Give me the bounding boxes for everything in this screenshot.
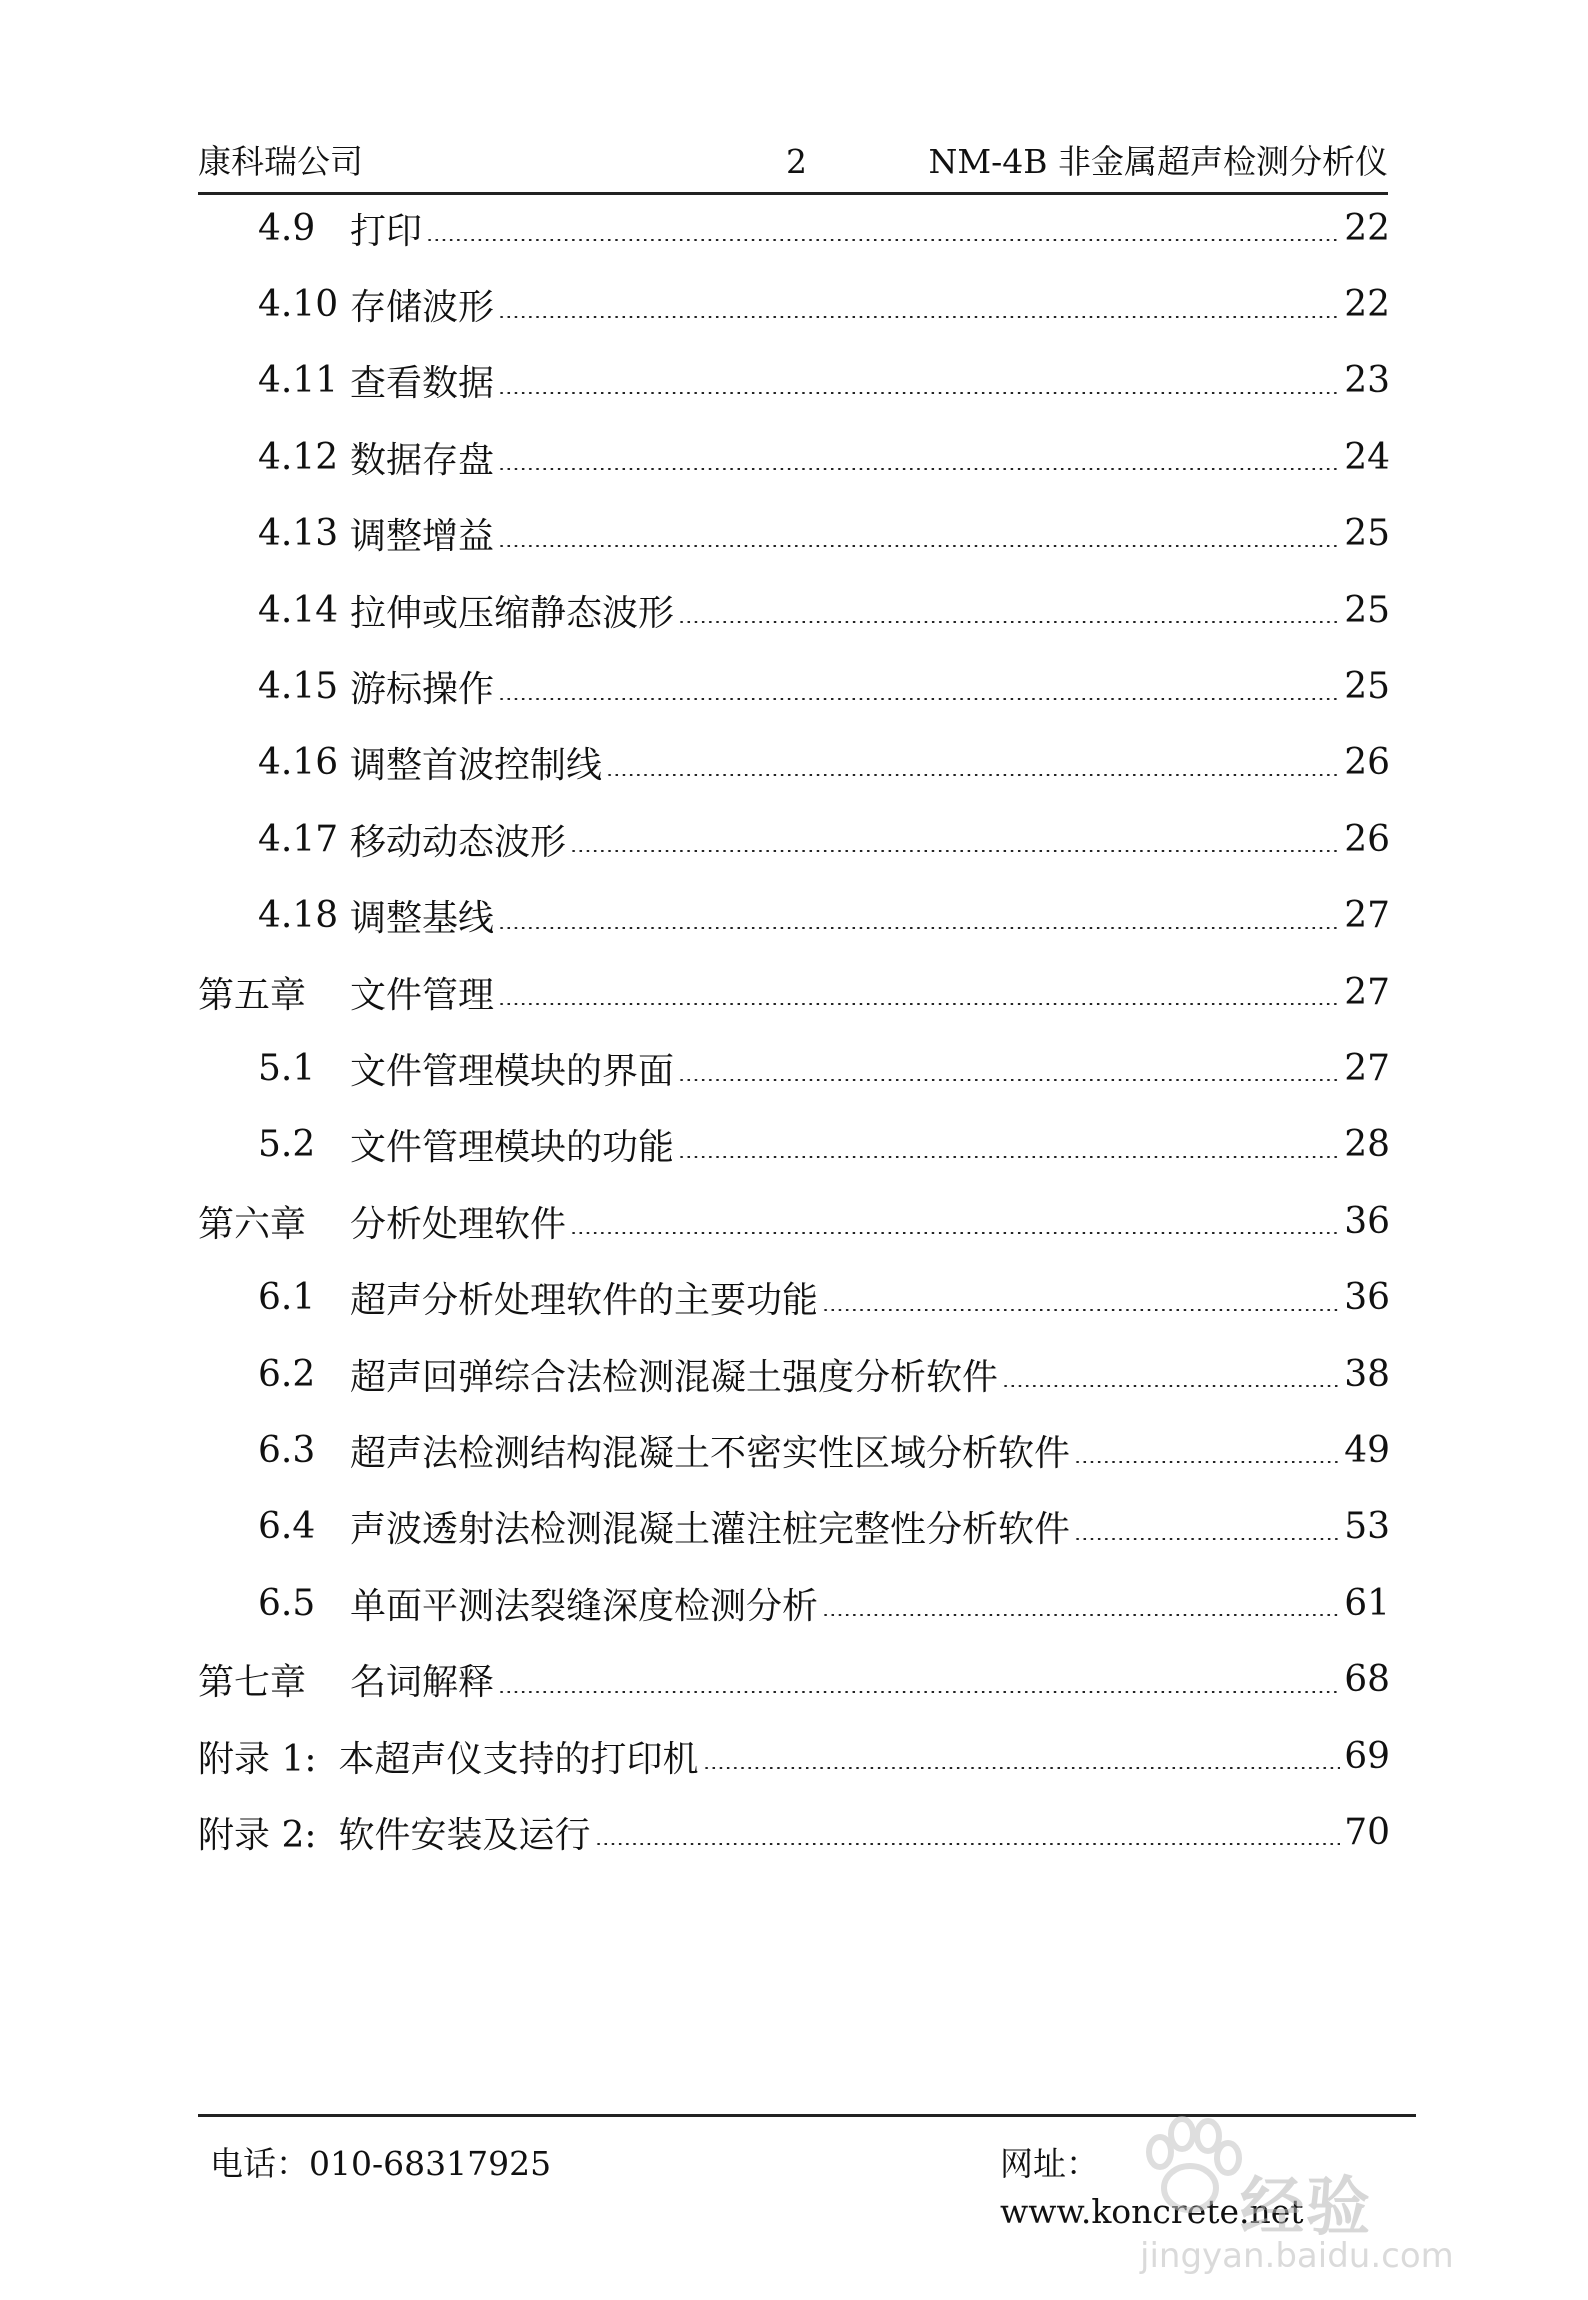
- toc-entry-page: 69: [1344, 1735, 1390, 1777]
- toc-entry-title: 超声回弹综合法检测混凝土强度分析软件: [350, 1356, 999, 1398]
- toc-dot-leader: [606, 774, 1340, 776]
- toc-dot-leader: [498, 545, 1340, 547]
- toc-entry-number: 第五章: [198, 974, 307, 1016]
- toc-entry-title: 文件管理: [350, 974, 495, 1016]
- toc-entry-page: 36: [1344, 1277, 1390, 1319]
- toc-entry: [198, 1565, 1390, 1641]
- toc-entry-number: 4.16: [258, 742, 339, 784]
- toc-entry-title: 软件安装及运行: [338, 1814, 591, 1856]
- toc-entry-page: 70: [1344, 1811, 1390, 1853]
- toc-entry-page: 26: [1344, 818, 1390, 860]
- toc-entry-number: 6.2: [258, 1353, 316, 1395]
- toc-entry-title: 调整增益: [350, 516, 495, 558]
- toc-entry-title: 文件管理模块的功能: [350, 1127, 675, 1169]
- toc-entry-number: 4.11: [258, 360, 339, 402]
- toc-entry-title: 拉伸或压缩静态波形: [350, 592, 675, 634]
- toc-entry-title: 存储波形: [350, 287, 495, 329]
- toc-dot-leader: [1002, 1385, 1340, 1387]
- toc-entry-page: 27: [1344, 1047, 1390, 1089]
- toc-entry: [198, 725, 1390, 801]
- toc-entry: [198, 1489, 1390, 1565]
- toc-entry: [198, 1412, 1390, 1488]
- toc-entry-number: 4.15: [258, 666, 339, 708]
- toc-entry-page: 36: [1344, 1200, 1390, 1242]
- toc-entry-page: 25: [1344, 513, 1390, 555]
- toc-entry: [198, 1259, 1390, 1335]
- toc-entry-title: 超声法检测结构混凝土不密实性区域分析软件: [350, 1432, 1071, 1474]
- toc-entry-number: 4.17: [258, 818, 339, 860]
- toc-entry-title: 单面平测法裂缝深度检测分析: [350, 1585, 819, 1627]
- toc-entry-page: 38: [1344, 1353, 1390, 1395]
- toc-entry-number: 4.13: [258, 513, 339, 555]
- toc-entry-number: 第六章: [198, 1203, 307, 1245]
- toc-entry-title: 数据存盘: [350, 439, 495, 481]
- table-of-contents: [198, 190, 1390, 1871]
- toc-dot-leader: [678, 1079, 1340, 1081]
- toc-entry-number: 4.12: [258, 436, 339, 478]
- toc-entry: [198, 419, 1390, 495]
- paw-logo-icon: [1130, 2108, 1250, 2228]
- toc-entry: [198, 190, 1390, 266]
- toc-entry: [198, 648, 1390, 724]
- toc-entry-title: 移动动态波形: [350, 821, 567, 863]
- header-product: NM-4B 非金属超声检测分析仪: [928, 142, 1388, 181]
- toc-entry-page: 25: [1344, 666, 1390, 708]
- page-header: [198, 138, 1388, 186]
- toc-entry-page: 24: [1344, 436, 1390, 478]
- toc-entry-number: 4.9: [258, 207, 316, 249]
- toc-entry-number: 附录 2:: [198, 1814, 317, 1856]
- toc-entry-title: 声波透射法检测混凝土灌注桩完整性分析软件: [350, 1509, 1071, 1551]
- watermark: [1080, 2108, 1480, 2288]
- toc-dot-leader: [498, 468, 1340, 470]
- toc-dot-leader: [498, 1003, 1340, 1005]
- toc-entry: [198, 496, 1390, 572]
- toc-entry: [198, 1183, 1390, 1259]
- toc-dot-leader: [822, 1614, 1340, 1616]
- toc-entry: [198, 954, 1390, 1030]
- toc-dot-leader: [498, 927, 1340, 929]
- toc-entry: [198, 1030, 1390, 1106]
- toc-entry: [198, 1641, 1390, 1717]
- toc-entry-page: 23: [1344, 360, 1390, 402]
- toc-entry-page: 53: [1344, 1506, 1390, 1548]
- toc-entry: [198, 1336, 1390, 1412]
- footer-phone: 电话：010-68317925: [210, 2144, 552, 2183]
- toc-entry-number: 6.5: [258, 1582, 316, 1624]
- toc-entry-page: 25: [1344, 589, 1390, 631]
- toc-entry-number: 5.2: [258, 1124, 316, 1166]
- toc-dot-leader: [498, 698, 1340, 700]
- toc-dot-leader: [678, 1156, 1340, 1158]
- footer-website: 网址：www.koncrete.net: [1000, 2144, 1304, 2231]
- toc-dot-leader: [570, 850, 1340, 852]
- toc-entry-title: 查看数据: [350, 363, 495, 405]
- header-page-number: 2: [786, 142, 807, 181]
- toc-entry-number: 4.10: [258, 284, 339, 326]
- toc-dot-leader: [595, 1843, 1341, 1845]
- toc-entry-number: 6.1: [258, 1277, 316, 1319]
- toc-entry: [198, 1718, 1390, 1794]
- toc-entry-page: 27: [1344, 971, 1390, 1013]
- toc-dot-leader: [1074, 1538, 1340, 1540]
- toc-entry-page: 61: [1344, 1582, 1390, 1624]
- toc-dot-leader: [678, 621, 1340, 623]
- toc-entry-page: 22: [1344, 284, 1390, 326]
- toc-entry-title: 调整基线: [350, 898, 495, 940]
- toc-entry-page: 49: [1344, 1429, 1390, 1471]
- toc-entry-number: 4.14: [258, 589, 339, 631]
- toc-entry-number: 附录 1:: [198, 1738, 317, 1780]
- watermark-url: jingyan.baidu.com: [1140, 2236, 1454, 2276]
- toc-entry: [198, 801, 1390, 877]
- toc-entry-page: 68: [1344, 1659, 1390, 1701]
- toc-entry: [198, 266, 1390, 342]
- toc-entry-number: 6.3: [258, 1429, 316, 1471]
- toc-dot-leader: [1074, 1461, 1340, 1463]
- toc-dot-leader: [570, 1232, 1340, 1234]
- toc-entry-title: 名词解释: [350, 1662, 495, 1704]
- toc-entry: [198, 1107, 1390, 1183]
- toc-entry-title: 分析处理软件: [350, 1203, 567, 1245]
- toc-entry: [198, 1794, 1390, 1870]
- toc-entry: [198, 572, 1390, 648]
- toc-entry-page: 26: [1344, 742, 1390, 784]
- toc-entry-title: 文件管理模块的界面: [350, 1050, 675, 1092]
- toc-dot-leader: [703, 1767, 1341, 1769]
- toc-entry: [198, 343, 1390, 419]
- toc-entry: [198, 878, 1390, 954]
- toc-entry-title: 本超声仪支持的打印机: [338, 1738, 699, 1780]
- watermark-brand: 经验: [1240, 2171, 1372, 2245]
- toc-entry-number: 第七章: [198, 1662, 307, 1704]
- toc-entry-number: 5.1: [258, 1047, 316, 1089]
- toc-entry-page: 28: [1344, 1124, 1390, 1166]
- toc-entry-page: 22: [1344, 207, 1390, 249]
- toc-dot-leader: [498, 1691, 1340, 1693]
- toc-dot-leader: [822, 1309, 1340, 1311]
- header-company: 康科瑞公司: [198, 142, 363, 181]
- toc-dot-leader: [498, 316, 1340, 318]
- toc-dot-leader: [498, 392, 1340, 394]
- toc-entry-title: 调整首波控制线: [350, 745, 603, 787]
- toc-dot-leader: [426, 239, 1340, 241]
- toc-entry-number: 6.4: [258, 1506, 316, 1548]
- toc-entry-page: 27: [1344, 895, 1390, 937]
- toc-entry-number: 4.18: [258, 895, 339, 937]
- toc-entry-title: 超声分析处理软件的主要功能: [350, 1280, 819, 1322]
- toc-entry-title: 游标操作: [350, 669, 495, 711]
- toc-entry-title: 打印: [350, 210, 423, 252]
